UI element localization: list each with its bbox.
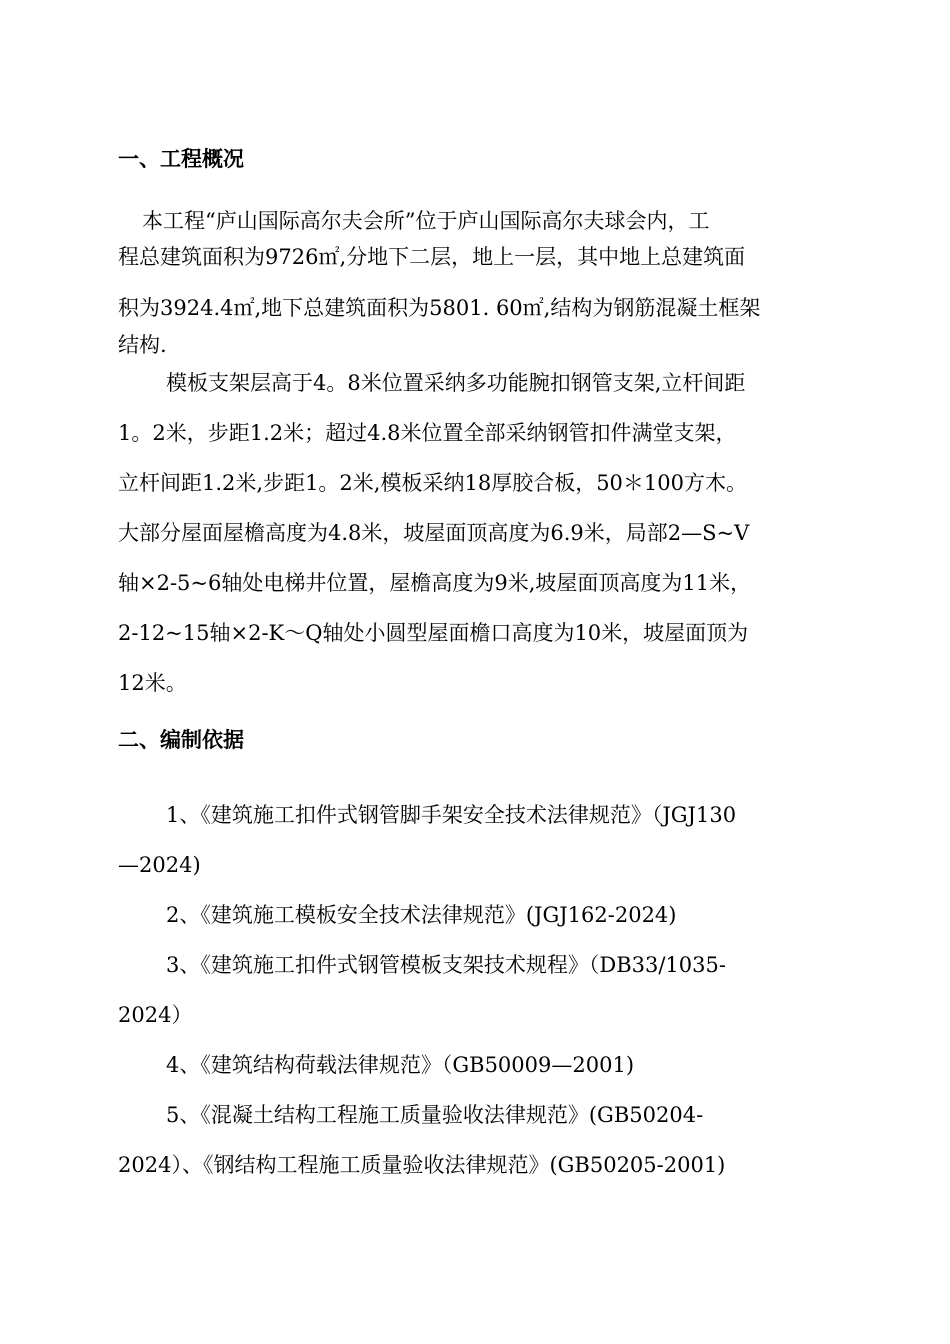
section-heading-overview: 一、工程概况 bbox=[118, 147, 244, 171]
overview-line: 1。2米，步距1.2米；超过4.8米位置全部采纳钢管扣件满堂支架， bbox=[118, 421, 737, 445]
basis-line: 2024）、《钢结构工程施工质量验收法律规范》(GB50205-2001) bbox=[118, 1153, 726, 1177]
overview-line: 轴×2-5~6轴处电梯井位置，屋檐高度为9米,坡屋面顶高度为11米， bbox=[118, 571, 752, 595]
overview-line: 模板支架层高于4。8米位置采纳多功能腕扣钢管支架,立杆间距 bbox=[166, 371, 746, 395]
section-heading-basis: 二、编制依据 bbox=[118, 728, 244, 752]
basis-line: 3、《建筑施工扣件式钢管模板支架技术规程》（DB33/1035- bbox=[166, 953, 726, 977]
overview-line: 2-12~15轴×2-K～Q轴处小圆型屋面檐口高度为10米，坡屋面顶为 bbox=[118, 621, 749, 645]
overview-line: 程总建筑面积为9726㎡,分地下二层，地上一层，其中地上总建筑面 bbox=[118, 245, 746, 269]
basis-line: 4、《建筑结构荷载法律规范》（GB50009—2001) bbox=[166, 1053, 635, 1077]
overview-line: 大部分屋面屋檐高度为4.8米，坡屋面顶高度为6.9米，局部2—S~V bbox=[118, 521, 750, 545]
overview-line: 积为3924.4㎡,地下总建筑面积为5801. 60㎡,结构为钢筋混凝土框架 bbox=[118, 296, 761, 320]
overview-line: 本工程“庐山国际高尔夫会所”位于庐山国际高尔夫球会内，工 bbox=[142, 209, 710, 233]
basis-line: 2、《建筑施工模板安全技术法律规范》(JGJ162-2024) bbox=[166, 903, 677, 927]
basis-line: 2024） bbox=[118, 1003, 193, 1027]
basis-line: 5、《混凝土结构工程施工质量验收法律规范》(GB50204- bbox=[166, 1103, 704, 1127]
overview-line: 结构. bbox=[118, 333, 167, 357]
overview-line: 12米。 bbox=[118, 671, 187, 695]
overview-line: 立杆间距1.2米,步距1。2米,模板采纳18厚胶合板，50＊100方木。 bbox=[118, 471, 747, 495]
basis-line: —2024) bbox=[118, 853, 201, 877]
basis-line: 1、《建筑施工扣件式钢管脚手架安全技术法律规范》（JGJ130 bbox=[166, 803, 737, 827]
